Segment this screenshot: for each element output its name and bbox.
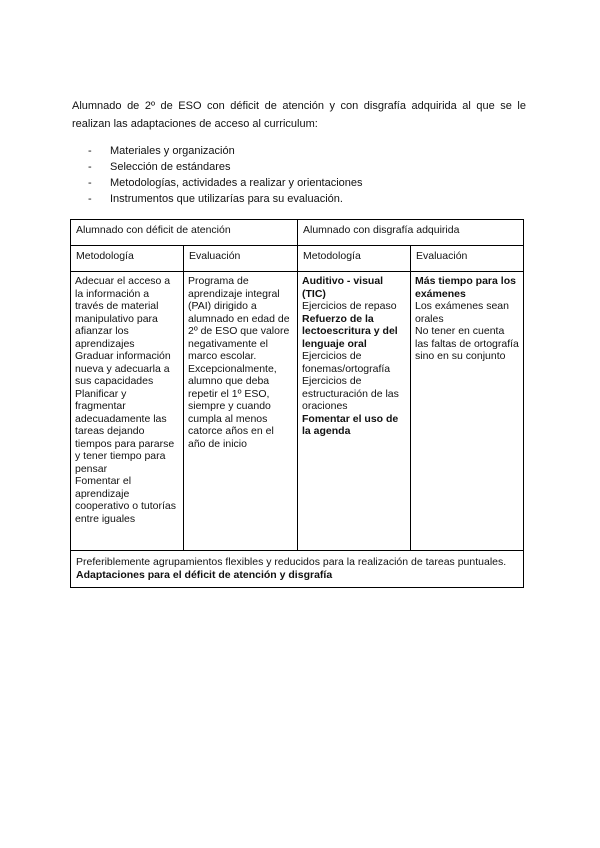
table-row <box>71 246 524 272</box>
list-item-text: Metodologías, actividades a realizar y orientaciones <box>110 177 363 189</box>
table-row <box>71 551 524 588</box>
bullet-marker: - <box>88 161 92 173</box>
bullet-marker: - <box>88 177 92 189</box>
list-item <box>88 191 508 207</box>
subheader-methodology-attention: Metodología <box>71 246 184 272</box>
cell-item: Más tiempo para los exámenes <box>415 275 516 300</box>
footer-cell <box>71 551 524 588</box>
cell-item: Graduar información nueva y adecuarla a sus capacidades <box>75 350 171 387</box>
list-item <box>88 159 508 175</box>
cell-item: Fomentar el uso de la agenda <box>302 412 399 437</box>
subheader-evaluation-dysgraphia: Evaluación <box>411 246 524 272</box>
bullet-marker: - <box>88 145 92 157</box>
cell-item: Ejercicios de estructuración de las oraciones <box>302 375 399 412</box>
cell-item: Adecuar el acceso a la información a través de material manipulativo para afianzar los aprendizajes <box>75 275 171 350</box>
list-item <box>88 175 508 191</box>
cell-item: Auditivo - visual (TIC) <box>302 275 384 300</box>
list-item-text: Instrumentos que utilizarías para su evaluación. <box>110 193 343 205</box>
cell-item: Excepcionalmente, alumno que deba repetir el 1º ESO, siempre y cuando cumpla al menos catorce años en el año de inicio <box>188 362 277 450</box>
cell-item: No tener en cuenta las faltas de ortografía sino en su conjunto <box>415 325 519 362</box>
group-header-dysgraphia: Alumnado con disgrafía adquirida <box>298 220 524 246</box>
list-item-text: Materiales y organización <box>110 145 235 157</box>
list-item <box>88 143 508 159</box>
subheader-methodology-dysgraphia: Metodología <box>298 246 411 272</box>
cell-item: Los exámenes sean orales <box>415 300 509 325</box>
cell-item: Fomentar el aprendizaje cooperativo o tutorías entre iguales <box>75 475 176 525</box>
cell-item: Ejercicios de fonemas/ortografía <box>302 350 391 375</box>
cell-item: Programa de aprendizaje integral (PAI) dirigido a alumnado en edad de 2º de ESO que valore negativamente el marco escolar. <box>188 275 290 362</box>
footer-bold-title: Adaptaciones para el déficit de atención y disgrafía <box>76 568 333 581</box>
group-header-attention: Alumnado con déficit de atención <box>71 220 298 246</box>
list-item-text: Selección de estándares <box>110 161 231 173</box>
cell-evaluation-attention <box>184 272 298 551</box>
bullet-list <box>88 143 508 207</box>
cell-evaluation-dysgraphia <box>411 272 524 551</box>
adaptations-table <box>70 219 524 588</box>
table-row <box>71 272 524 551</box>
subheader-evaluation-attention: Evaluación <box>184 246 298 272</box>
cell-item: Ejercicios de repaso <box>302 300 397 312</box>
table-row <box>71 220 524 246</box>
cell-methodology-dysgraphia <box>298 272 411 551</box>
intro-paragraph: Alumnado de 2º de ESO con déficit de atención y con disgrafía adquirida al que se le realizan las adaptaciones de acceso al curriculum: <box>72 100 526 130</box>
cell-item: Planificar y fragmentar adecuadamente las tareas dejando tiempos para pararse y tener tiempo para pensar <box>75 387 175 475</box>
bullet-marker: - <box>88 193 92 205</box>
cell-methodology-attention <box>71 272 184 551</box>
cell-item: Refuerzo de la lectoescritura y del lenguaje oral <box>302 312 398 350</box>
footer-text: Preferiblemente agrupamientos flexibles y reducidos para la realización de tareas puntuales. <box>76 556 507 568</box>
